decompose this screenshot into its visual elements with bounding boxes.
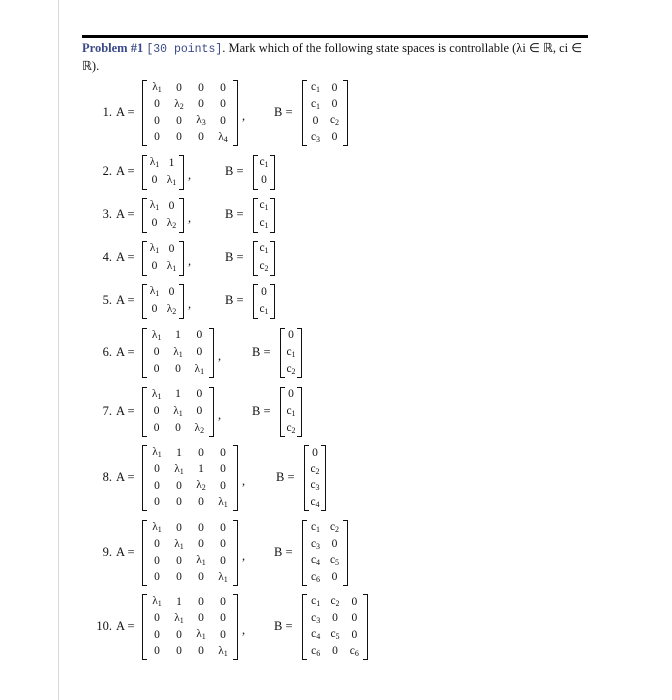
matrix-entry: 0	[154, 645, 160, 657]
separator-comma: ,	[188, 211, 192, 225]
matrix-entry: $c_1$	[259, 242, 269, 256]
matrix-entry: 0	[198, 521, 204, 534]
matrix-entry: $\lambda_1$	[152, 595, 162, 609]
b-matrix	[253, 155, 275, 190]
problem-number: 3.	[102, 207, 112, 221]
right-bracket	[363, 594, 368, 660]
matrix-entry: 0	[175, 422, 181, 435]
matrix-entry: 0	[154, 98, 160, 110]
matrix-entry: 0	[154, 538, 160, 550]
a-matrix-label: A =	[116, 619, 135, 633]
matrix-entry: $\lambda_1$	[174, 537, 184, 551]
matrix-entry: $c_4$	[311, 628, 321, 642]
right-bracket	[233, 80, 238, 146]
problem-number: 5.	[102, 293, 112, 307]
matrix-entry: 0	[220, 628, 226, 641]
matrix-entry: 0	[220, 554, 226, 567]
problem-number: 8.	[102, 470, 112, 484]
matrix-entry: 0	[176, 131, 182, 143]
b-matrix	[280, 387, 302, 438]
matrix-entry: 0	[153, 405, 160, 418]
a-matrix-label: A =	[116, 345, 135, 359]
matrix-entry: $c_1$	[310, 81, 321, 95]
matrix-entry: $c_6$	[311, 644, 321, 658]
problem-number: 4.	[102, 250, 112, 264]
matrix-entry: 1	[176, 595, 182, 608]
b-matrix-label: B =	[252, 404, 271, 418]
matrix-entry: 0	[331, 571, 338, 583]
matrix-entry: $\lambda_4$	[218, 130, 228, 144]
right-bracket	[233, 594, 238, 660]
matrix-entry: 0	[168, 199, 175, 212]
matrix-entry: $c_1$	[259, 156, 269, 170]
matrix-entry: $c_2$	[310, 462, 320, 476]
matrix-entry: 0	[220, 114, 226, 127]
matrix-entry: 0	[153, 346, 160, 359]
matrix-entry: $c_1$	[259, 199, 269, 213]
matrix-entry: $\lambda_1$	[149, 242, 160, 256]
matrix-entry: $\lambda_1$	[166, 259, 177, 273]
matrix-entry: 0	[154, 496, 160, 508]
matrix-entry: $c_2$	[286, 362, 296, 376]
matrix-entry: 0	[198, 81, 204, 94]
matrix-entry: $\lambda_1$	[166, 173, 177, 187]
matrix-entry: 1	[176, 446, 182, 459]
matrix-entry: $c_2$	[259, 259, 269, 273]
b-matrix-label: B =	[225, 250, 244, 264]
matrix-entry: 0	[196, 405, 203, 418]
matrix-entry: 0	[151, 217, 158, 229]
b-matrix-label: B =	[225, 207, 244, 221]
problem-number: 9.	[102, 545, 112, 559]
right-bracket	[209, 328, 214, 379]
b-matrix-label: B =	[252, 345, 271, 359]
matrix-entry: $c_4$	[310, 554, 321, 568]
matrix-entry: $\lambda_1$	[196, 554, 206, 568]
separator-comma: ,	[188, 297, 192, 311]
matrix-entry: 0	[312, 114, 319, 127]
matrix-entry: $c_1$	[259, 302, 269, 316]
b-matrix-label: B =	[274, 105, 293, 119]
matrix-entry: 0	[153, 422, 160, 435]
matrix-entry: 0	[312, 446, 318, 459]
matrix-entry: 0	[198, 98, 204, 110]
b-matrix-label: B =	[225, 293, 244, 307]
separator-comma: ,	[218, 408, 222, 422]
problem-label: Problem #1	[82, 41, 144, 55]
matrix-entry: $c_2$	[329, 521, 340, 535]
problem-header	[82, 40, 588, 75]
matrix-entry: $\lambda_1$	[174, 611, 184, 625]
b-matrix	[302, 80, 348, 146]
matrix-entry: 0	[220, 538, 226, 550]
b-matrix	[304, 445, 326, 511]
matrix-entry: $c_1$	[311, 595, 321, 609]
a-matrix	[142, 328, 214, 379]
matrix-entry: $\lambda_1$	[152, 81, 162, 95]
matrix-entry: $c_5$	[329, 554, 340, 568]
matrix-entry: $c_1$	[286, 404, 296, 418]
matrix-entry: 0	[331, 81, 338, 94]
a-matrix-label: A =	[116, 105, 135, 119]
matrix-entry: 0	[198, 496, 204, 508]
matrix-entry: 0	[153, 363, 160, 376]
a-matrix-label: A =	[116, 293, 135, 307]
matrix-entry: 0	[154, 554, 160, 567]
b-matrix	[253, 241, 275, 276]
right-bracket	[270, 198, 275, 233]
matrix-entry: 0	[176, 496, 182, 508]
right-bracket	[270, 284, 275, 319]
problem-number: 1.	[102, 105, 112, 119]
b-matrix-label: B =	[276, 470, 295, 484]
matrix-entry: 0	[198, 538, 204, 550]
separator-comma: ,	[188, 168, 192, 182]
a-matrix-label: A =	[116, 164, 135, 178]
matrix-entry: 0	[154, 131, 160, 143]
matrix-entry: $\lambda_1$	[173, 345, 183, 359]
matrix-entry: $c_2$	[330, 595, 340, 609]
matrix-entry: 0	[168, 285, 175, 298]
matrix-entry: $\lambda_2$	[166, 216, 177, 230]
problem-statement: . Mark which of the following state spaces is controllable (λi ∈ ℝ, ci ∈ ℝ).	[82, 41, 583, 73]
matrix-entry: 0	[176, 521, 182, 534]
matrix-entry: $\lambda_2$	[166, 302, 177, 316]
a-matrix-label: A =	[116, 207, 135, 221]
a-matrix	[142, 445, 238, 511]
matrix-entry: 0	[220, 446, 226, 459]
matrix-entry: $\lambda_2$	[174, 97, 184, 111]
matrix-entry: $c_2$	[329, 114, 340, 128]
separator-comma: ,	[218, 349, 222, 363]
matrix-entry: 1	[198, 463, 204, 475]
matrix-entry: 0	[220, 81, 226, 94]
matrix-entry: 0	[288, 388, 294, 401]
matrix-entry: $\lambda_1$	[149, 199, 160, 213]
matrix-entry: $c_6$	[310, 570, 321, 584]
matrix-entry: $\lambda_1$	[174, 462, 184, 476]
matrix-entry: $c_6$	[349, 644, 359, 658]
right-bracket	[179, 284, 184, 319]
matrix-entry: $\lambda_1$	[151, 329, 162, 343]
b-matrix-label: B =	[274, 619, 293, 633]
b-matrix-label: B =	[274, 545, 293, 559]
separator-comma: ,	[242, 549, 246, 563]
matrix-entry: $\lambda_1$	[151, 388, 162, 402]
matrix-entry: $\lambda_2$	[196, 479, 206, 493]
matrix-entry: 0	[154, 114, 160, 127]
separator-comma: ,	[242, 474, 246, 488]
matrix-entry: $\lambda_1$	[152, 446, 162, 460]
b-matrix-label: B =	[225, 164, 244, 178]
a-matrix-label: A =	[116, 250, 135, 264]
separator-comma: ,	[242, 109, 246, 123]
matrix-entry: 1	[175, 388, 181, 401]
b-matrix	[302, 520, 348, 586]
right-bracket	[343, 80, 348, 146]
matrix-entry: $c_3$	[311, 611, 321, 625]
matrix-entry: 0	[196, 346, 203, 359]
a-matrix	[142, 520, 238, 586]
matrix-entry: 0	[332, 612, 338, 624]
matrix-entry: $\lambda_1$	[149, 285, 160, 299]
b-matrix	[253, 198, 275, 233]
matrix-entry: 0	[331, 538, 338, 550]
matrix-entry: 0	[151, 303, 158, 315]
matrix-entry: $\lambda_1$	[152, 521, 162, 535]
separator-comma: ,	[242, 623, 246, 637]
matrix-entry: $\lambda_1$	[194, 362, 205, 376]
problem-number: 2.	[102, 164, 112, 178]
matrix-entry: 0	[154, 571, 160, 583]
matrix-entry: $\lambda_1$	[173, 404, 183, 418]
matrix-entry: 0	[176, 554, 182, 567]
matrix-entry: 0	[154, 612, 160, 624]
matrix-entry: 0	[220, 463, 226, 475]
problem-number: 6.	[102, 345, 112, 359]
matrix-entry: 0	[176, 479, 182, 492]
a-matrix-label: A =	[116, 404, 135, 418]
matrix-entry: $\lambda_1$	[218, 644, 228, 658]
matrix-entry: 1	[168, 156, 175, 169]
matrix-entry: 1	[175, 329, 181, 342]
matrix-entry: $c_3$	[310, 479, 320, 493]
matrix-entry: 0	[198, 131, 204, 143]
b-matrix	[302, 594, 368, 660]
matrix-entry: $c_1$	[286, 345, 296, 359]
b-matrix	[253, 284, 275, 319]
matrix-entry: 0	[198, 612, 204, 624]
right-bracket	[209, 387, 214, 438]
right-bracket	[270, 155, 275, 190]
a-matrix	[142, 284, 184, 319]
matrix-entry: 0	[331, 131, 338, 143]
right-bracket	[343, 520, 348, 586]
matrix-entry: 0	[154, 479, 160, 492]
matrix-entry: 0	[175, 363, 181, 376]
matrix-entry: 0	[176, 571, 182, 583]
matrix-entry: $c_1$	[310, 97, 321, 111]
right-bracket	[297, 387, 302, 438]
right-bracket	[179, 155, 184, 190]
right-bracket	[321, 445, 326, 511]
points-label: [30 points]	[146, 43, 223, 56]
matrix-entry: $c_1$	[259, 216, 269, 230]
matrix-entry: 0	[198, 595, 204, 608]
right-bracket	[270, 241, 275, 276]
matrix-entry: $\lambda_2$	[194, 421, 205, 435]
matrix-entry: $c_2$	[286, 421, 296, 435]
matrix-entry: $\lambda_1$	[218, 495, 228, 509]
problem-number: 7.	[102, 404, 112, 418]
matrix-entry: 0	[351, 628, 358, 641]
a-matrix-label: A =	[116, 470, 135, 484]
matrix-entry: 0	[176, 81, 182, 94]
b-matrix	[280, 328, 302, 379]
matrix-entry: $\lambda_3$	[196, 114, 206, 128]
matrix-entry: 0	[331, 98, 338, 110]
a-matrix-label: A =	[116, 545, 135, 559]
right-bracket	[179, 198, 184, 233]
matrix-entry: 0	[196, 329, 203, 342]
matrix-entry: $c_5$	[330, 628, 340, 642]
matrix-entry: 0	[198, 645, 204, 657]
matrix-entry: $c_4$	[310, 495, 320, 509]
matrix-entry: 0	[154, 628, 160, 641]
matrix-entry: $\lambda_1$	[196, 628, 206, 642]
matrix-entry: 0	[220, 612, 226, 624]
matrix-entry: 0	[288, 329, 294, 342]
matrix-entry: 0	[351, 612, 358, 624]
matrix-entry: 0	[220, 98, 226, 110]
matrix-entry: 0	[261, 174, 267, 186]
matrix-entry: 0	[151, 260, 158, 272]
a-matrix	[142, 80, 238, 146]
matrix-entry: 0	[176, 114, 182, 127]
matrix-entry: 0	[154, 463, 160, 475]
a-matrix	[142, 241, 184, 276]
a-matrix	[142, 198, 184, 233]
right-bracket	[233, 520, 238, 586]
matrix-entry: 0	[261, 285, 267, 298]
right-bracket	[233, 445, 238, 511]
matrix-entry: 0	[220, 595, 226, 608]
matrix-entry: 0	[176, 628, 182, 641]
matrix-entry: 0	[198, 571, 204, 583]
problem-number: 10.	[96, 619, 112, 633]
matrix-entry: 0	[351, 595, 358, 608]
matrix-entry: $c_3$	[310, 130, 321, 144]
matrix-entry: 0	[220, 521, 226, 534]
a-matrix	[142, 594, 238, 660]
matrix-entry: 0	[168, 242, 175, 255]
matrix-entry: 0	[220, 479, 226, 492]
matrix-entry: $c_1$	[310, 521, 321, 535]
separator-comma: ,	[188, 254, 192, 268]
matrix-entry: 0	[176, 645, 182, 657]
right-bracket	[179, 241, 184, 276]
a-matrix	[142, 155, 184, 190]
matrix-entry: $c_3$	[310, 537, 321, 551]
top-rule	[82, 35, 588, 38]
a-matrix	[142, 387, 214, 438]
matrix-entry: $\lambda_1$	[218, 570, 228, 584]
matrix-entry: 0	[198, 446, 204, 459]
matrix-entry: $\lambda_1$	[149, 156, 160, 170]
matrix-entry: 0	[332, 645, 338, 657]
matrix-entry: 0	[196, 388, 203, 401]
right-bracket	[297, 328, 302, 379]
matrix-entry: 0	[151, 174, 158, 186]
